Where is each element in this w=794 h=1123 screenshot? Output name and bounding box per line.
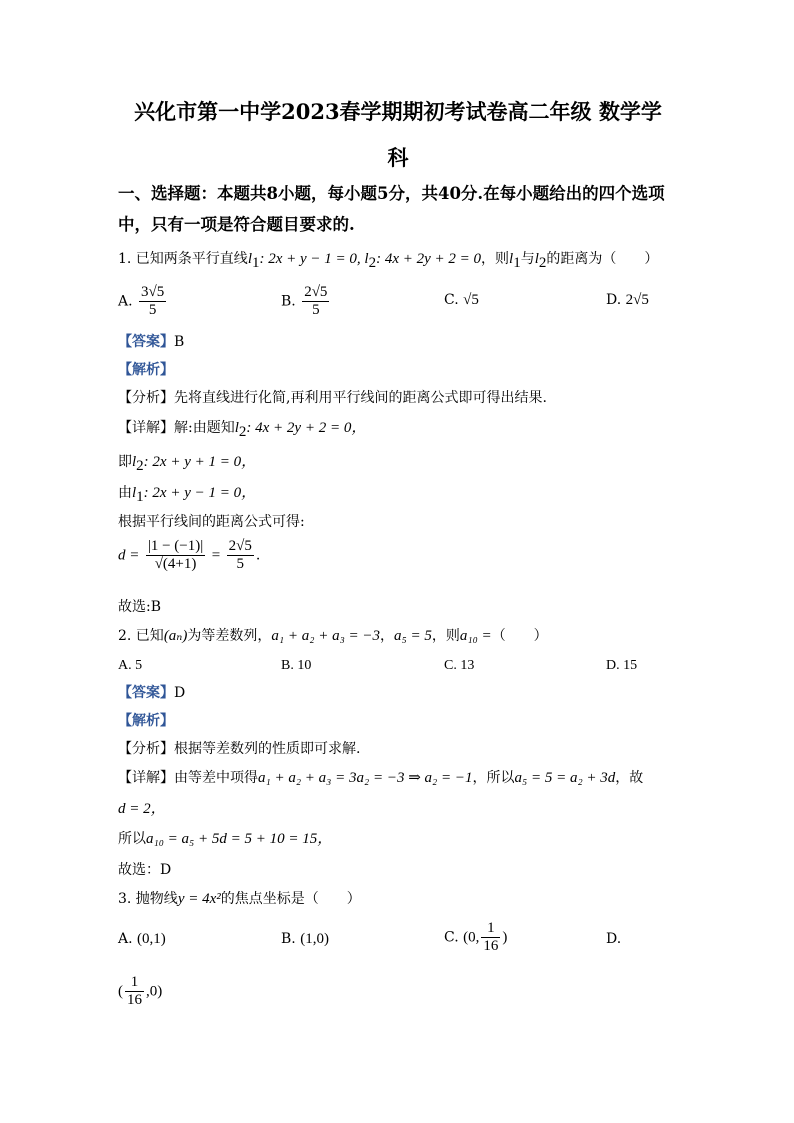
q1-d-lhs: d =: [118, 547, 140, 564]
q1-option-c-label: C.: [444, 292, 459, 308]
q1-you-l1: l: [132, 485, 137, 501]
q1-l1-symbol: l: [247, 251, 252, 267]
q1-you: 由$l_1$: 2x + y − 1 = 0，: [118, 485, 257, 505]
q2-suoyi: [118, 827, 332, 848]
q1-option-d-label: D.: [606, 292, 622, 308]
q1-option-b-fraction: [302, 284, 329, 319]
q1-ji-eq: : 2x + y + 1 = 0，: [143, 454, 257, 470]
q2-xiangjie-text3: ，故: [615, 770, 644, 786]
q3-option-c: [444, 920, 507, 955]
q3-option-c-pre: (0,: [463, 929, 480, 946]
q2-fenxi-tag: 【分析】: [118, 741, 174, 757]
q2-xiangjie-text1: 由等差中项得: [174, 770, 258, 786]
q2-option-c: C. 13: [444, 658, 475, 673]
q1-formula-text: 根据平行线间的距离公式可得:: [118, 514, 305, 530]
q1-option-a-den: 5: [148, 302, 157, 318]
q1-option-a: [118, 284, 168, 319]
q1-l2-ref: l: [534, 251, 539, 267]
section-heading-line2: 中，只有一项是符合题目要求的.: [118, 215, 355, 234]
q1-d-rden: 5: [236, 556, 244, 572]
q1-fenxi: [118, 387, 547, 407]
q3-option-a-label: A.: [118, 931, 133, 947]
q1-fenxi-tag: 【分析】: [118, 390, 174, 406]
q2-option-b: B. 10: [281, 658, 312, 673]
q1-d-den: √(4+1): [154, 556, 197, 572]
q3-option-d-pre: (: [118, 983, 123, 1000]
q1-l2-symbol: l: [364, 251, 369, 267]
question-3-stem: [118, 888, 361, 908]
q2-suoyi-text: 所以: [118, 831, 146, 847]
q1-mid: 与: [520, 251, 535, 267]
q1-d-result-fraction: [227, 538, 254, 573]
q3-option-b: [281, 931, 329, 948]
q1-xiangjie-tag: 【详解】: [118, 420, 174, 436]
q1-l1-ref: l: [509, 251, 514, 267]
q3-option-d-post: ,0): [146, 983, 163, 1000]
question-2-stem: [118, 625, 548, 645]
q1-option-a-num: 3√5: [141, 284, 165, 300]
q1-l1-equation: : 2x + y − 1 = 0,: [259, 251, 365, 267]
q1-option-a-fraction: [139, 284, 166, 319]
q2-analysis-tag: 【解析】: [118, 713, 174, 729]
q3-option-d: [606, 931, 621, 947]
q2-option-a: A. 5: [118, 658, 143, 673]
q1-you-text: 由: [118, 485, 132, 501]
q2-xiangjie: [118, 767, 643, 787]
q2-mid2: ，则: [431, 628, 460, 644]
q1-prefix: 1. 已知两条平行直线: [118, 251, 248, 267]
q1-ji: 即$l_2$: 2x + y + 1 = 0，: [118, 454, 257, 474]
q1-d-fraction: [146, 538, 205, 573]
q1-xiangjie-l2: l: [234, 420, 239, 436]
q2-fenxi: [118, 738, 360, 758]
q1-end: 的距离为（ ）: [546, 251, 659, 267]
q1-conclusion: 故选:B: [118, 599, 162, 615]
q2-answer-value: D: [174, 685, 186, 701]
q3-option-a: [118, 931, 166, 948]
q2-conclusion: 故选：D: [118, 862, 172, 878]
q1-answer: [118, 331, 184, 351]
q3-option-d-den: 16: [127, 992, 142, 1008]
page-title-line2: 科: [387, 145, 409, 170]
q3-option-c-post: ): [502, 929, 508, 946]
q3-option-b-label: B.: [281, 931, 296, 947]
q1-option-d: [606, 292, 649, 309]
section-heading-line1: 一、选择题：本题共8小题，每小题5分，共40分.在每小题给出的四个选项: [118, 184, 665, 203]
q1-ji-text: 即: [118, 454, 132, 470]
q2-target: a₁₀ =: [459, 628, 492, 644]
q2-d-line: d = 2，: [118, 801, 166, 817]
question-1-stem: 1. 已知两条平行直线$l_1$: 2x + y − 1 = 0, $l_2$: 4x + 2y + 2 = 0，则$l_1$与$l_2$的距离为（ ）: [118, 251, 659, 271]
q1-suffix: ，则: [481, 251, 510, 267]
q1-answer-tag: 【答案】: [118, 334, 174, 350]
q2-xiangjie-eq1: a₁ + a₂ + a₃ = 3a₂ = −3 ⇒ a₂ = −1: [258, 770, 473, 786]
q2-cond2: a₅ = 5: [394, 628, 432, 644]
q2-xiangjie-text2: ，所以: [472, 770, 515, 786]
q3-end: 的焦点坐标是（ ）: [220, 891, 361, 907]
q2-comma: ，: [380, 628, 395, 644]
q1-d-eq: =: [211, 547, 221, 564]
q1-option-b-num: 2√5: [304, 284, 328, 300]
q1-fenxi-text: 先将直线进行化简,再利用平行线间的距离公式即可得出结果.: [174, 390, 547, 406]
q1-d-end: .: [255, 547, 261, 564]
q1-option-a-label: A.: [118, 293, 133, 310]
q3-option-d-value: [118, 974, 162, 1009]
q1-analysis-heading: [118, 359, 174, 379]
q3-option-c-label: C.: [444, 929, 459, 946]
q3-option-d-fraction: [125, 974, 144, 1009]
q3-option-c-fraction: [481, 920, 500, 955]
q1-d-num: |1 − (−1)|: [147, 538, 204, 554]
q3-prefix: 3. 抛物线: [118, 891, 178, 907]
q2-xiangjie-eq2: a₅ = 5 = a₂ + 3d: [514, 770, 616, 786]
q2-end: （ ）: [491, 628, 548, 644]
q2-answer: [118, 682, 185, 702]
q2-fenxi-text: 根据等差数列的性质即可求解.: [174, 741, 361, 757]
q1-xiangjie: 【详解】解:由题知$l_2$: 4x + 2y + 2 = 0，: [118, 420, 367, 440]
q2-xiangjie-tag: 【详解】: [118, 770, 174, 786]
q1-ji-l2: l: [132, 454, 137, 470]
q2-answer-tag: 【答案】: [118, 685, 174, 701]
q3-option-d-label: D.: [606, 931, 622, 947]
q1-option-c-value: √5: [463, 292, 479, 308]
q1-d-rnum: 2√5: [228, 538, 252, 554]
q2-suoyi-eq: a₁₀ = a₅ + 5d = 5 + 10 = 15，: [146, 831, 333, 847]
q2-cond1: a₁ + a₂ + a₃ = −3: [271, 628, 381, 644]
q3-eq: y = 4x²: [177, 891, 221, 907]
q1-option-b: [281, 284, 331, 319]
q2-seq: (aₙ): [163, 628, 188, 644]
q1-option-b-label: B.: [281, 293, 296, 310]
q1-answer-value: B: [174, 334, 185, 350]
q3-option-b-value: (1,0): [300, 931, 329, 947]
q1-you-eq: : 2x + y − 1 = 0，: [143, 485, 257, 501]
q1-l2-equation: : 4x + 2y + 2 = 0: [376, 251, 482, 267]
q2-option-d: D. 15: [606, 658, 638, 673]
q2-mid1: 为等差数列，: [187, 628, 272, 644]
q1-distance-formula: [118, 538, 260, 573]
q3-option-a-value: (0,1): [137, 931, 166, 947]
q1-xiangjie-text: 解:由题知: [174, 420, 235, 436]
q1-analysis-tag: 【解析】: [118, 362, 174, 378]
q1-xiangjie-eq: : 4x + 2y + 2 = 0，: [246, 420, 367, 436]
q1-option-c: [444, 292, 479, 309]
page-title-line1: 兴化市第一中学2023春学期期初考试卷高二年级 数学学: [134, 99, 662, 124]
q3-option-c-den: 16: [483, 938, 499, 954]
q3-option-c-num: 1: [481, 920, 500, 938]
q2-analysis-heading: [118, 710, 174, 730]
q3-option-d-num: 1: [125, 974, 144, 992]
q2-prefix: 2. 已知: [118, 628, 164, 644]
q1-option-d-value: 2√5: [625, 292, 649, 308]
q1-option-b-den: 5: [312, 302, 320, 318]
